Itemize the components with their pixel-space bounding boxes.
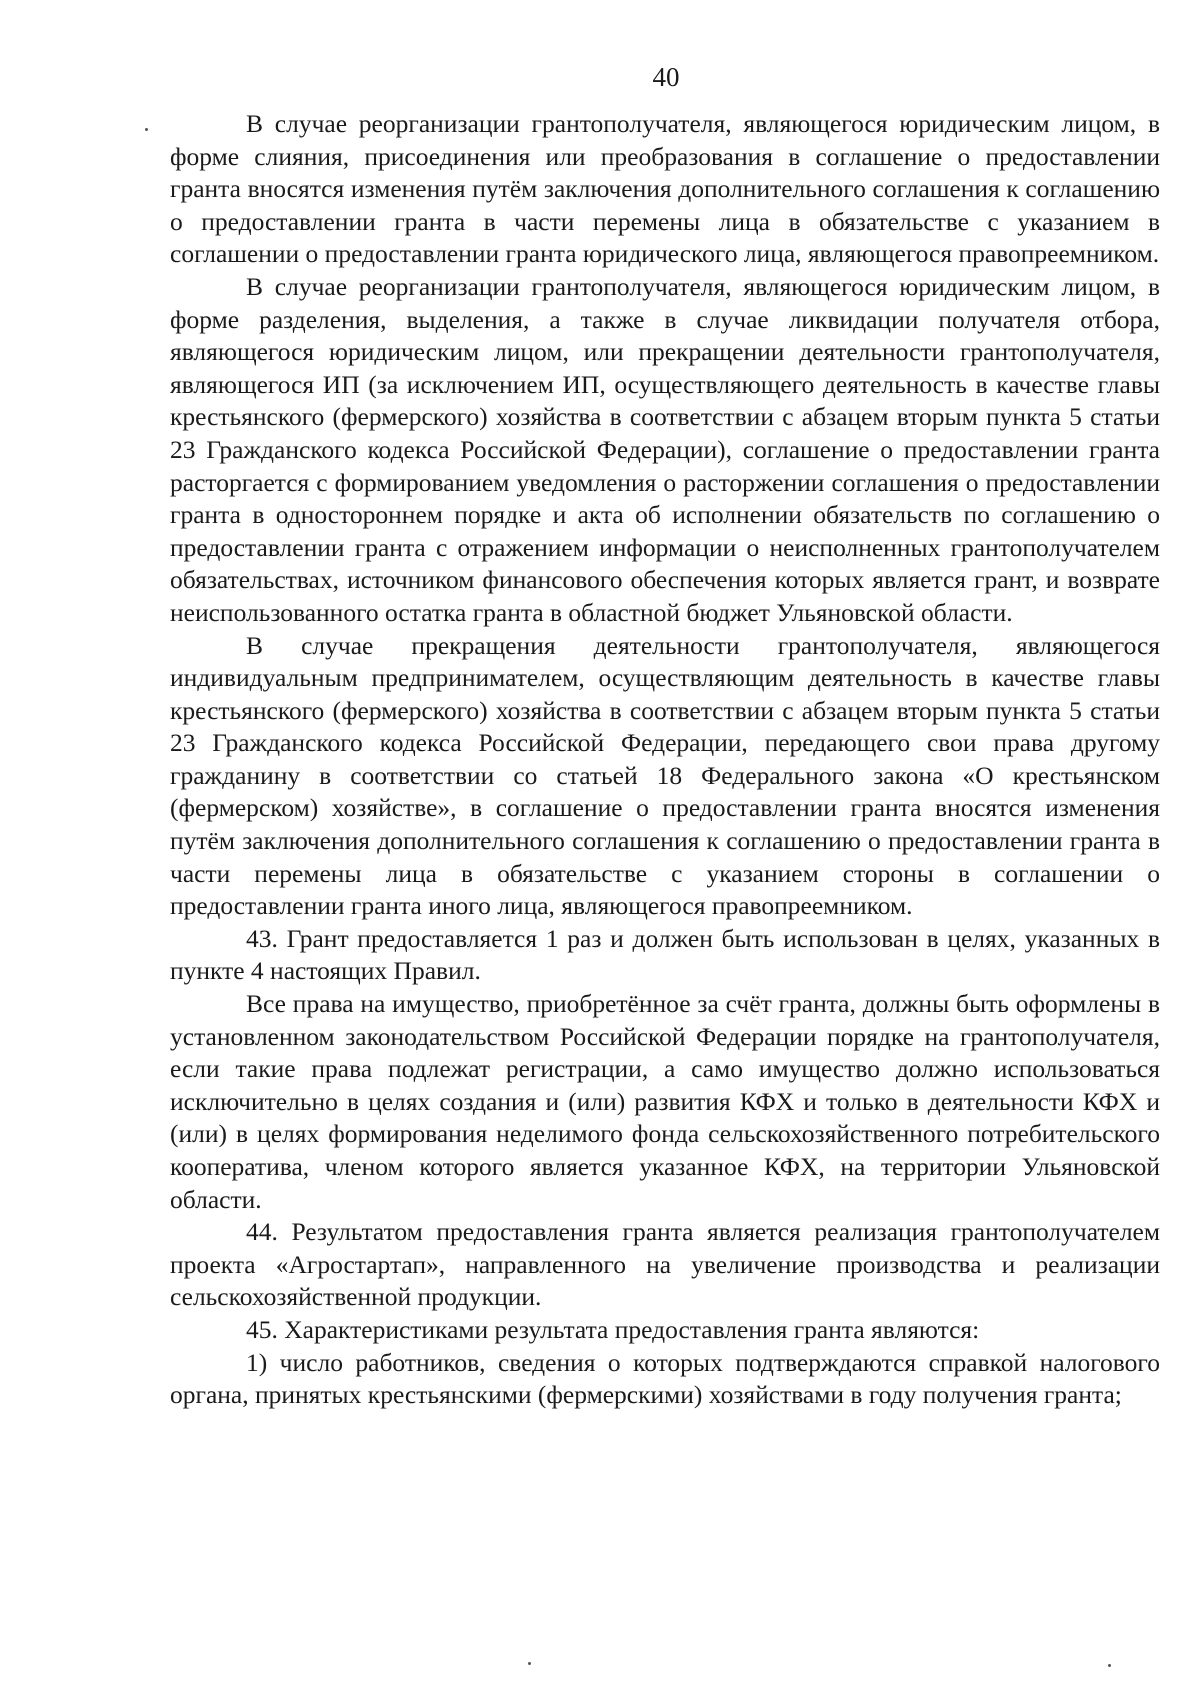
scan-speck <box>145 128 148 131</box>
paragraph-reorganization-merger: В случае реорганизации грантополучателя, являющегося юридическим лицом, в форме слияния, присоединения или преобразования в соглашение о предоставлении гранта вносятся изменения путём заключения дополнительного соглашения к соглашению о предоставлении гранта в части перемены лица в обязательстве с указанием в соглашении о предоставлении гранта юридического лица, являющегося правопреемником. <box>170 109 1160 269</box>
scan-speck <box>528 1662 531 1665</box>
paragraph-item-44: 44. Результатом предоставления гранта является реализация грантополучателем проекта «Агростартап», направленного на увеличение производства и реализации сельскохозяйственной продукции. <box>170 1217 1160 1312</box>
paragraph-item-45: 45. Характеристиками результата предоставления гранта являются: <box>246 1314 980 1344</box>
paragraph-property-rights: Все права на имущество, приобретённое за счёт гранта, должны быть оформлены в установленном законодательством Российской Федерации порядке на грантополучателя, если такие права подлежат регистрации, а само имущество должно использоваться исключительно в целях создания и (или) развития КФХ и только в деятельности КФХ и (или) в целях формирования неделимого фонда сельскохозяйственного потребительского кооператива, членом которого является указанное КФХ, на территории Ульяновской области. <box>170 989 1160 1214</box>
page-number: 40 <box>652 62 680 92</box>
paragraph-item-43: 43. Грант предоставляется 1 раз и должен быть использован в целях, указанных в пункте 4 настоящих Правил. <box>170 923 1160 986</box>
paragraph-termination-farm-head: В случае прекращения деятельности грантополучателя, являющегося индивидуальным предпринимателем, осуществляющим деятельность в качестве главы крестьянского (фермерского) хозяйства в соответствии с абзацем вторым пункта 5 статьи 23 Гражданского кодекса Российской Федерации, передающего свои права другому гражданину в соответствии со статьей 18 Федерального закона «О крестьянском (фермерском) хозяйстве», в соглашение о предоставлении гранта вносятся изменения путём заключения дополнительного соглашения к соглашению о предоставлении гранта в части перемены лица в обязательстве с указанием стороны в соглашении о предоставлении гранта иного лица, являющегося правопреемником. <box>170 630 1160 921</box>
scan-speck <box>1108 1664 1111 1667</box>
document-body <box>170 108 1160 1412</box>
paragraph-reorganization-division: В случае реорганизации грантополучателя, являющегося юридическим лицом, в форме разделения, выделения, а также в случае ликвидации получателя отбора, являющегося юридическим лицом, или прекращении деятельности грантополучателя, являющегося ИП (за исключением ИП, осуществляющего деятельность в качестве главы крестьянского (фермерского) хозяйства в соответствии с абзацем вторым пункта 5 статьи 23 Гражданского кодекса Российской Федерации), соглашение о предоставлении гранта расторгается с формированием уведомления о расторжении соглашения о предоставлении гранта в одностороннем порядке и акта об исполнении обязательств по соглашению о предоставлении гранта с отражением информации о неисполненных грантополучателем обязательствах, источником финансового обеспечения которых является грант, и возврате неиспользованного остатка гранта в областной бюджет Ульяновской области. <box>170 271 1160 627</box>
paragraph-item-45-1: 1) число работников, сведения о которых подтверждаются справкой налогового органа, принятых крестьянскими (фермерскими) хозяйствами в году получения гранта; <box>170 1347 1160 1410</box>
